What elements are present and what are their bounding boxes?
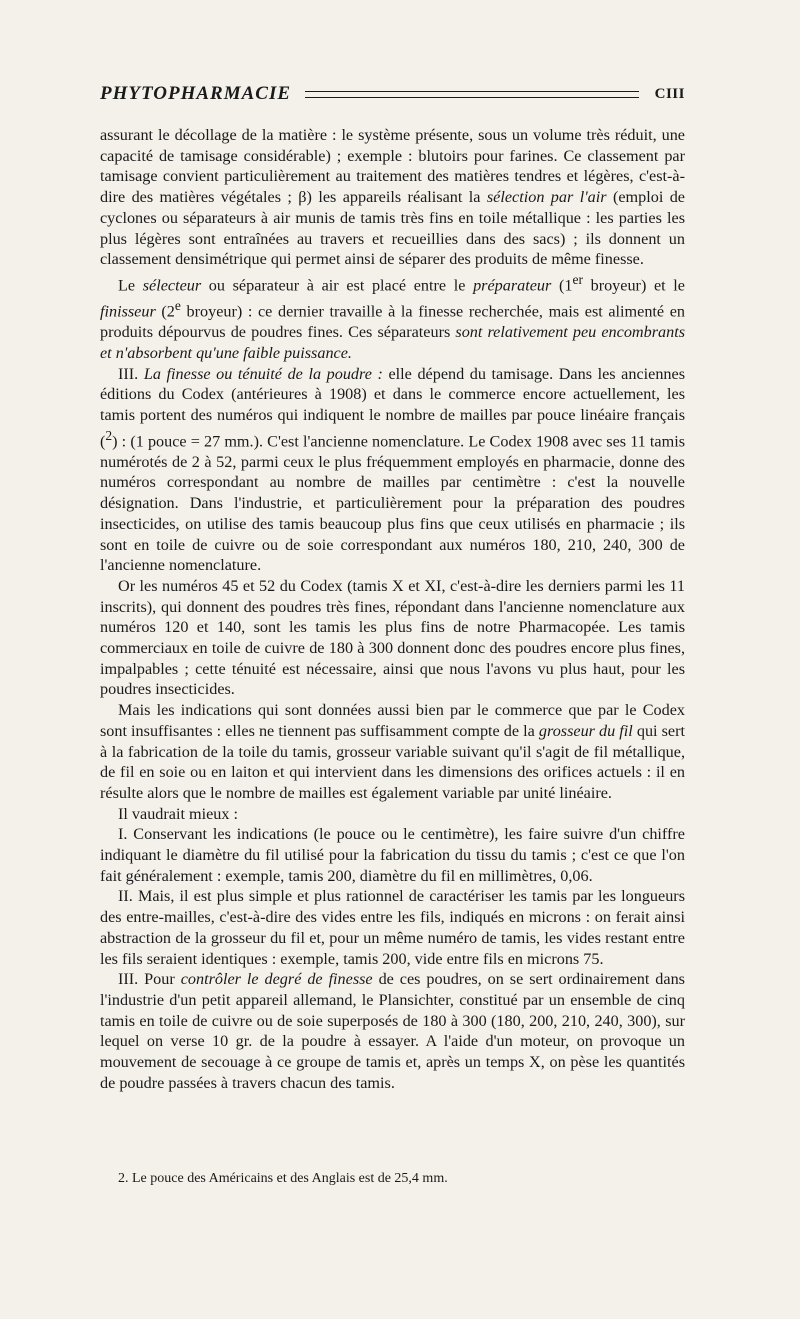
paragraph-7: I. Conservant les indications (le pouce ou le centimètre), les faire suivre d'un chiffre indiquant le diamètre du fil utilisé pour la fabrication du tissu du tamis ; c'est ce que l'on fait généralement : exemple, tamis 200, diamètre du fil en millimètres, 0,06. bbox=[100, 825, 685, 885]
body-text bbox=[100, 125, 685, 1094]
header-rule bbox=[305, 91, 639, 98]
paragraph-4: Or les numéros 45 et 52 du Codex (tamis X et XI, c'est-à-dire les derniers parmi les 11 inscrits), qui donnent des poudres très fines, répondant dans l'ancienne nomenclature aux numéros 120 et 140, sont les tamis les plus fins de notre Pharmacopée. Les tamis commerciaux en toile de cuivre de 180 à 300 donnent donc des poudres encore plus fines, impalpables ; cette ténuité est nécessaire, ainsi que nous l'avons vu plus haut, pour les poudres insecticides. bbox=[100, 576, 685, 699]
running-header bbox=[100, 80, 685, 108]
footnote-ref: 2 bbox=[105, 427, 113, 443]
footnote: 2. Le pouce des Américains et des Anglais est de 25,4 mm. bbox=[118, 1171, 448, 1186]
paragraph-8: II. Mais, il est plus simple et plus rationnel de caractériser les tamis par les longueurs des entre-mailles, c'est-à-dire des vides entre les fils, indiqués en microns : on ferait ainsi abstraction de la grosseur du fil et, pour un même numéro de tamis, les vides restant entre les fils seraient identiques : exemple, tamis 200, vide entre fils en microns 75. bbox=[100, 887, 685, 968]
paragraph-3: III. La finesse ou ténuité de la poudre : elle dépend du tamisage. Dans les anciennes éditions du Codex (antérieures à 1908) et dans le commerce encore actuellement, les tamis portent des numéros qui indiquent le nombre de mailles par pouce linéaire français ($^2$) : (1 pouce = 27 mm.). C'est l'ancienne nomenclature. Le Codex 1908 avec ses 11 tamis numérotés de 2 à 52, parmi ceux le plus fréquemment employés en pharmacie, donne des numéros correspondant au nombre de mailles par centimètre : c'est la nouvelle désignation. Dans l'industrie, et particulièrement pour la préparation des poudres insecticides, on utilise des tamis beaucoup plus fins que ceux utilisés en pharmacie ; ils sont en toile de cuivre ou de soie correspondant aux numéros 180, 210, 240, 300 de l'ancienne nomenclature. bbox=[100, 364, 685, 575]
paragraph-2: Le sélecteur ou séparateur à air est placé entre le préparateur (1er broyeur) et le finisseur (2e broyeur) : ce dernier travaille à la finesse recherchée, mais est alimenté en produits dépourvus de poudres fines. Ces séparateurs sont relativement peu encombrants et n'absorbent qu'une faible puissance. bbox=[100, 271, 686, 362]
running-title: PHYTOPHARMACIE bbox=[100, 83, 292, 104]
paragraph-5: Mais les indications qui sont données aussi bien par le commerce que par le Codex sont insuffisantes : elles ne tiennent pas suffisamment compte de la grosseur du fil qui sert à la fabrication de la toile du tamis, grosseur variable suivant qu'il s'agit de fil métallique, de fil en soie ou en laiton et qui intervient dans les dimensions des orifices actuels : il en résulte alors que le nombre de mailles est également variable par unité linéaire. bbox=[100, 701, 685, 802]
paragraph-9: III. Pour contrôler le degré de finesse de ces poudres, on se sert ordinairement dans l'industrie d'un petit appareil allemand, le Plansichter, constitué par un ensemble de cinq tamis en toile de cuivre ou de soie superposés de 180 à 300 (180, 200, 210, 240, 300), sur lequel on verse 10 gr. de la poudre à essayer. A l'aide d'un moteur, on provoque un mouvement de secouage à ce groupe de tamis et, après un temps X, on pèse les quantités de poudre passées à travers chacun des tamis. bbox=[100, 970, 685, 1092]
paragraph-6: Il vaudrait mieux : bbox=[118, 804, 239, 823]
paragraph-1: assurant le décollage de la matière : le système présente, sous un volume très réduit, une capacité de tamisage considérable) ; exemple : blutoirs pour farines. Ce classement par tamisage convient particulièrement au traitement des matières tendres et légères, c'est-à-dire des matières végétales ; β) les appareils réalisant la sélection par l'air (emploi de cyclones ou séparateurs à air munis de tamis très fins en toile métallique : les parties les plus légères sont entraînées au travers et recueillies dans des sacs) ; ils donnent un classement densimétrique qui permet ainsi de séparer des produits de même finesse. bbox=[100, 126, 685, 269]
page-number: CIII bbox=[654, 85, 685, 102]
